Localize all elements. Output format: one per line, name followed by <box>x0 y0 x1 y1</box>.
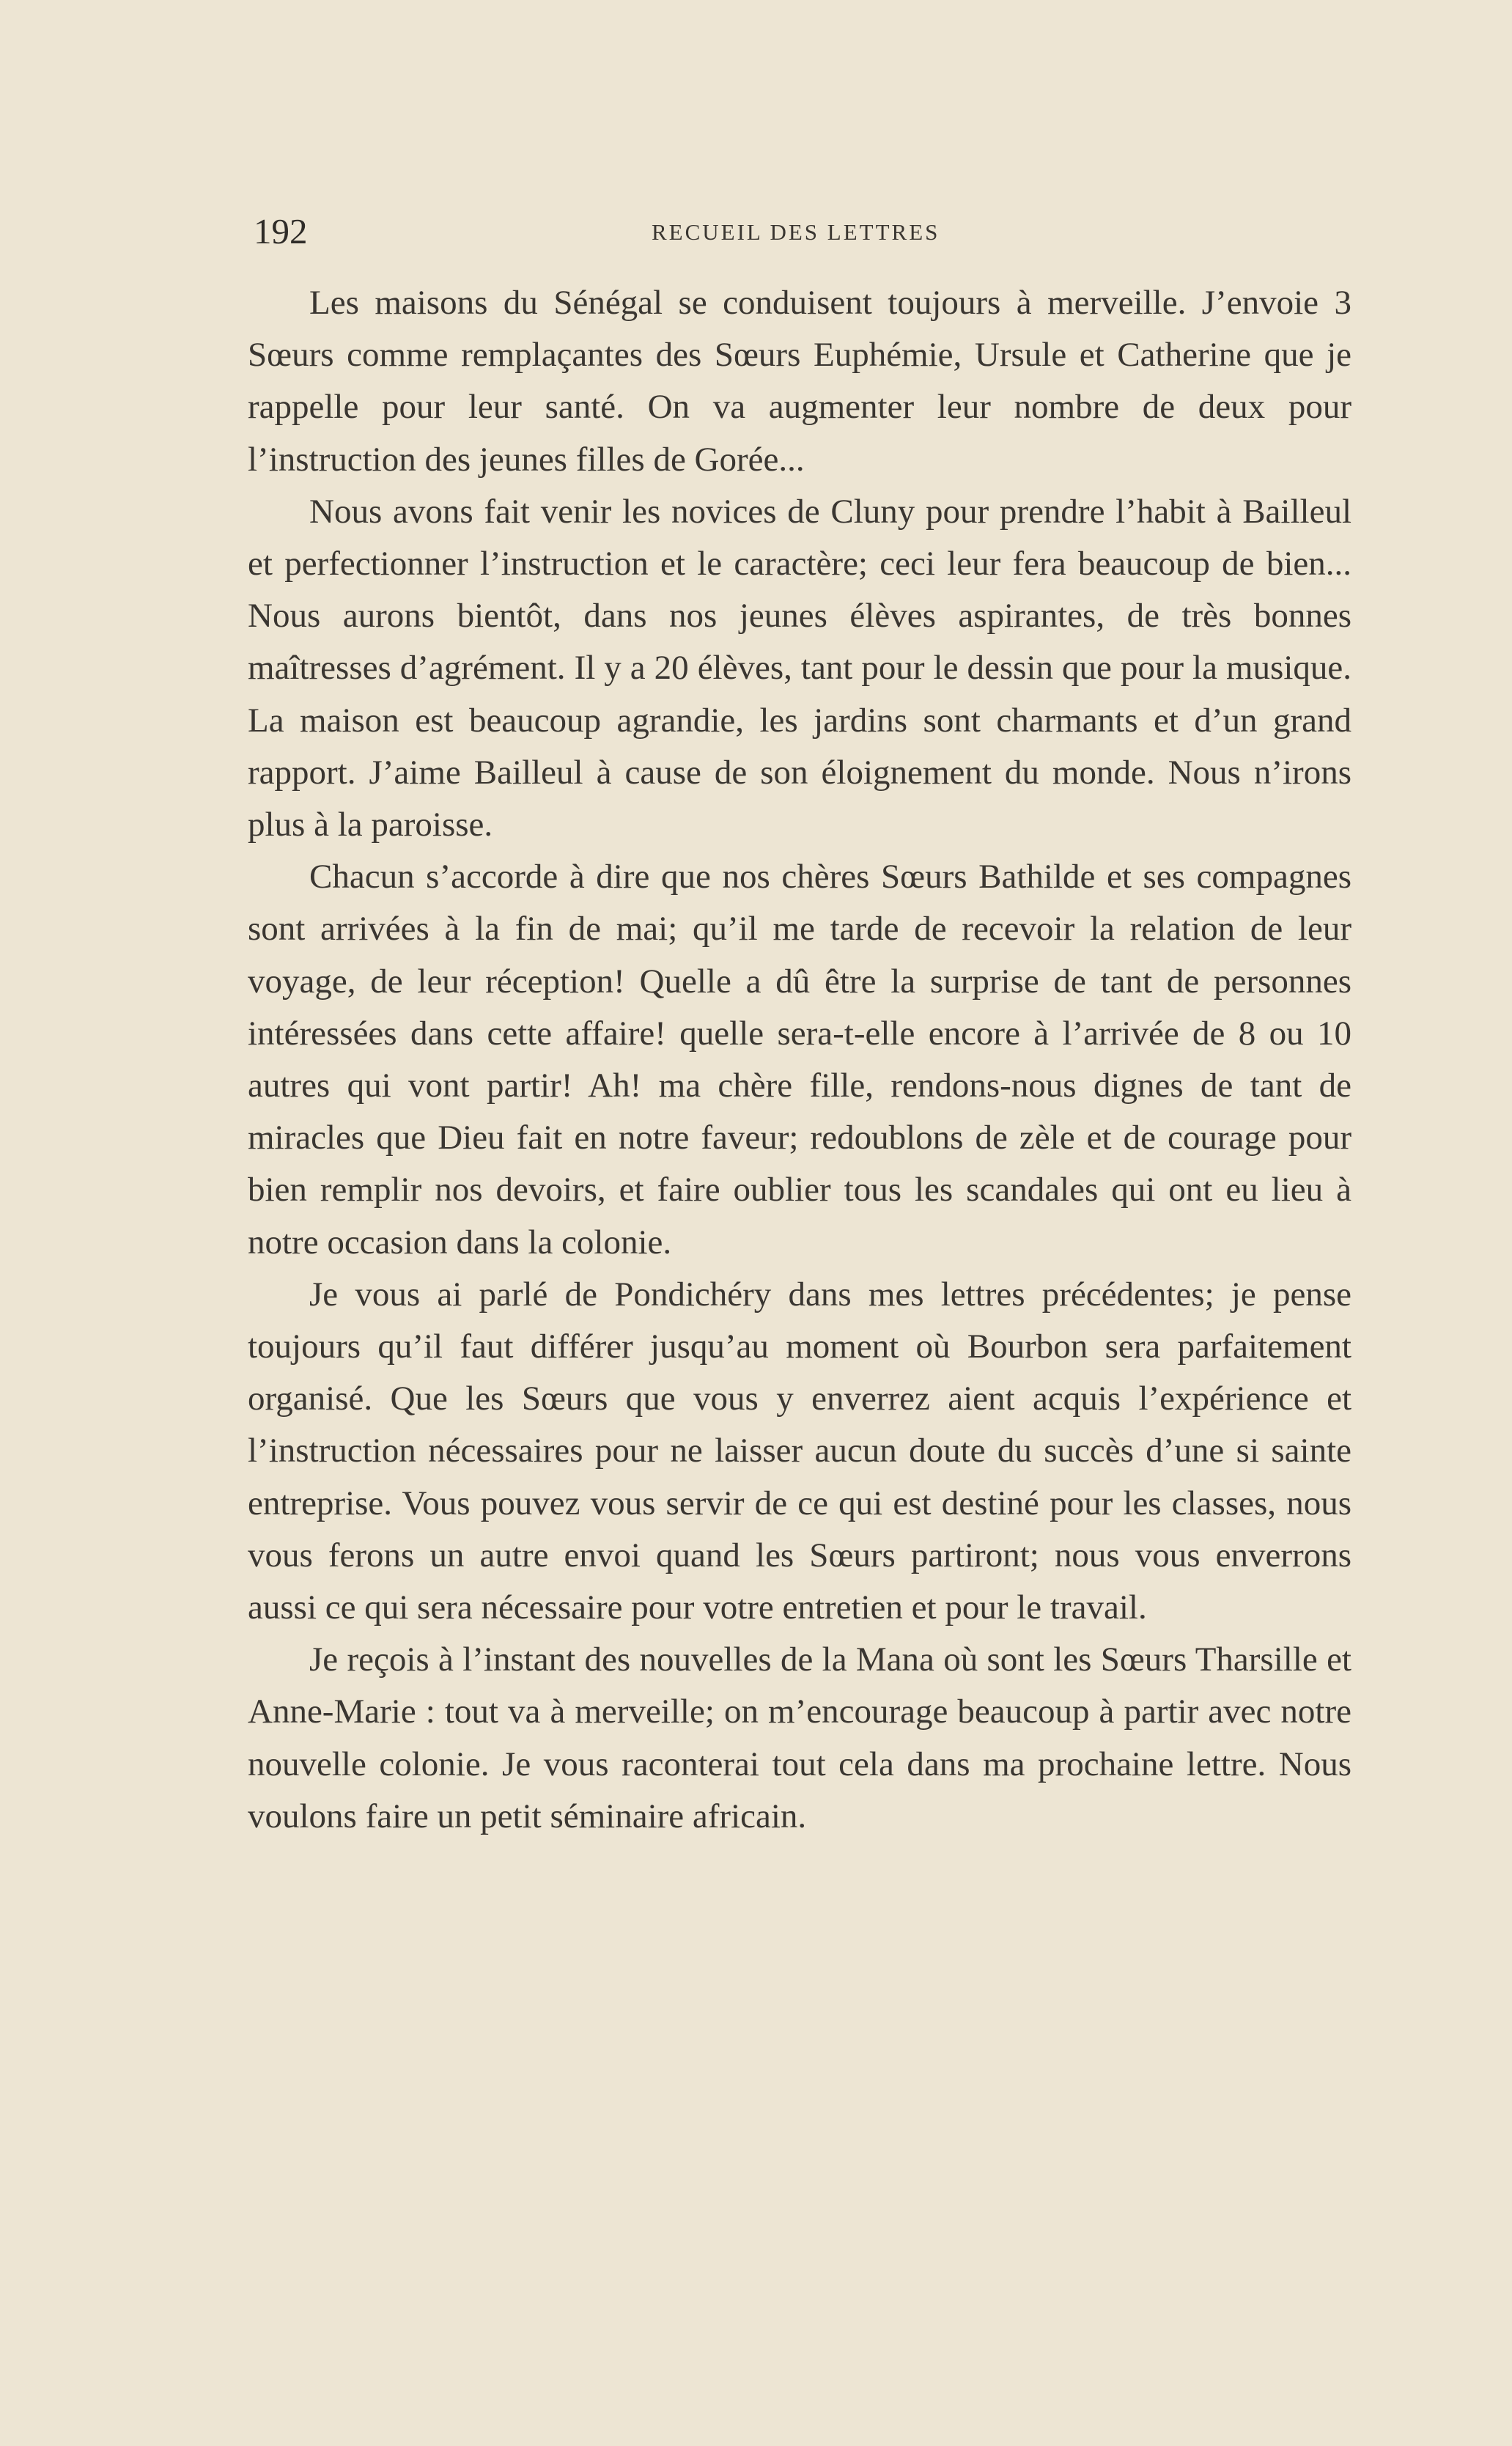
paragraph-pondichery: Je vous ai parlé de Pondichéry dans mes lettres précédentes; je pense toujours qu’il faut différer jusqu’au moment où Bourbon sera parfaitement organisé. Que les Sœurs que vous y enverrez aient acquis l’expérience et l’instruction nécessaires pour ne laisser aucun doute du succès d’une si sainte entreprise. Vous pouvez vous servir de ce qui est destiné pour les classes, nous vous ferons un autre envoi quand les Sœurs partiront; nous vous enverrons aussi ce qui sera nécessaire pour votre entretien et pour le travail. <box>248 1275 1351 1627</box>
paragraph-senegal: Les maisons du Sénégal se conduisent toujours à merveille. J’envoie 3 Sœurs comme remplaçantes des Sœurs Euphémie, Ursule et Catherine que je rappelle pour leur santé. On va augmenter leur nombre de deux pour l’instruction des jeunes filles de Gorée... <box>248 284 1351 479</box>
running-head <box>254 210 1353 254</box>
paragraph-mana: Je reçois à l’instant des nouvelles de la Mana où sont les Sœurs Tharsille et Anne-Marie : tout va à merveille; on m’encourage beaucoup à partir avec notre nouvelle colonie. Je vous raconterai tout cela dans ma prochaine lettre. Nous voulons faire un petit séminaire africain. <box>248 1640 1351 1835</box>
page-number: 192 <box>254 211 308 251</box>
body-text <box>248 277 1351 1843</box>
paragraph-bailleul: Nous avons fait venir les novices de Cluny pour prendre l’habit à Bailleul et perfectionner l’instruction et le caractère; ceci leur fera beaucoup de bien... Nous aurons bientôt, dans nos jeunes élèves aspirantes, de très bonnes maîtresses d’agrément. Il y a 20 élèves, tant pour le dessin que pour la musique. La maison est beaucoup agrandie, les jardins sont charmants et d’un grand rapport. J’aime Bailleul à cause de son éloignement du monde. Nous n’irons plus à la paroisse. <box>248 492 1351 844</box>
running-title: RECUEIL DES LETTRES <box>652 219 940 245</box>
paragraph-bathilde: Chacun s’accorde à dire que nos chères Sœurs Bathilde et ses compagnes sont arrivées à la fin de mai; qu’il me tarde de recevoir la relation de leur voyage, de leur réception! Quelle a dû être la surprise de tant de personnes intéressées dans cette affaire! quelle sera-t-elle encore à l’arrivée de 8 ou 10 autres qui vont partir! Ah! ma chère fille, rendons-nous dignes de tant de miracles que Dieu fait en notre faveur; redoublons de zèle et de courage pour bien remplir nos devoirs, et faire oublier tous les scandales qui ont eu lieu à notre occasion dans la colonie. <box>248 858 1351 1261</box>
